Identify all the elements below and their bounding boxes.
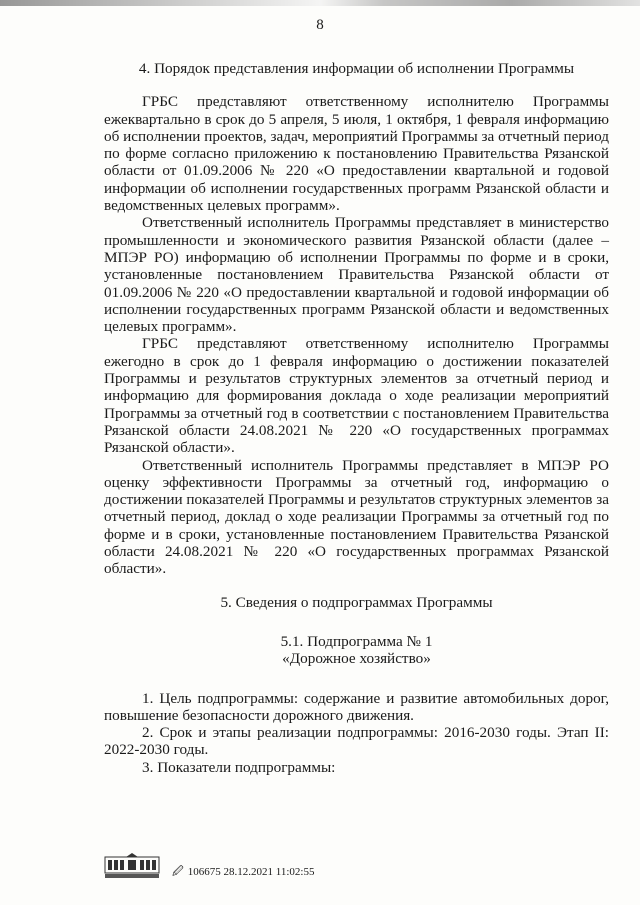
section-4-paragraph-1: ГРБС представляют ответственному исполнителю Программы ежеквартально в срок до 5 апреля, 5 июля, 1 октября, 1 февраля информацию об исполнении проектов, задач, мероприятий Программы за отчетный период по форме согласно приложению к постановлению Правительства Рязанской области от 01.09.2006 № 220 «О предоставлении квартальной и годовой информации об исполнении государственных программ Рязанской области и ведомственных целевых программ». [104,93,609,215]
section-4-paragraph-2: Ответственный исполнитель Программы представляет в министерство промышленности и экономического развития Рязанской области (далее – МПЭР РО) информацию об исполнении Программы по форме и в сроки, установленные постановлением Правительства Рязанской области от 01.09.2006 № 220 «О предоставлении квартальной и годовой информации об исполнении государственных программ Рязанской области и ведомственных целевых программ». [104,214,609,336]
section-4-paragraph-4: Ответственный исполнитель Программы представляет в МПЭР РО оценку эффективности Программы за отчетный год, информацию о достижении показателей Программы и результатов структурных элементов за отчетный период, доклад о ходе реализации Программы за отчетный год по форме и в сроки, установленные постановлением Правительства Рязанской области 24.08.2021 № 220 «О государственных программах Рязанской области». [104,456,609,578]
document-stamp [172,863,314,882]
section-4-paragraph-3: ГРБС представляют ответственному исполнителю Программы ежегодно в срок до 1 февраля информацию о достижении показателей Программы и результатов структурных элементов за отчетный период и информацию для формирования доклада о ходе реализации мероприятий Программы за отчетный год в соответствии с постановлением Правительства Рязанской области 24.08.2021 № 220 «О государственных программах Рязанской области». [104,335,609,457]
subprogram-heading: 5.1. Подпрограмма № 1 [280,632,433,650]
registration-number: 106675 28.12.2021 11:02:55 [187,866,315,878]
page-number: 8 [316,17,324,33]
scan-edge [0,0,640,6]
registry-logo-icon [104,853,160,879]
document-footer [104,853,404,883]
subprogram-name: «Дорожное хозяйство» [282,650,431,668]
section-4-heading: 4. Порядок представления информации об исполнении Программы [138,60,575,77]
subprogram-item-1: 1. Цель подпрограммы: содержание и развитие автомобильных дорог, повышение безопасности дорожного движения. [104,689,609,724]
pen-icon: 🖉 [172,866,184,878]
document-body [104,60,609,776]
subprogram-item-2: 2. Срок и этапы реализации подпрограммы: 2016-2030 годы. Этап II: 2022-2030 годы. [104,724,609,759]
subprogram-item-3: 3. Показатели подпрограммы: [142,758,336,776]
section-5-heading: 5. Сведения о подпрограммах Программы [220,593,493,611]
